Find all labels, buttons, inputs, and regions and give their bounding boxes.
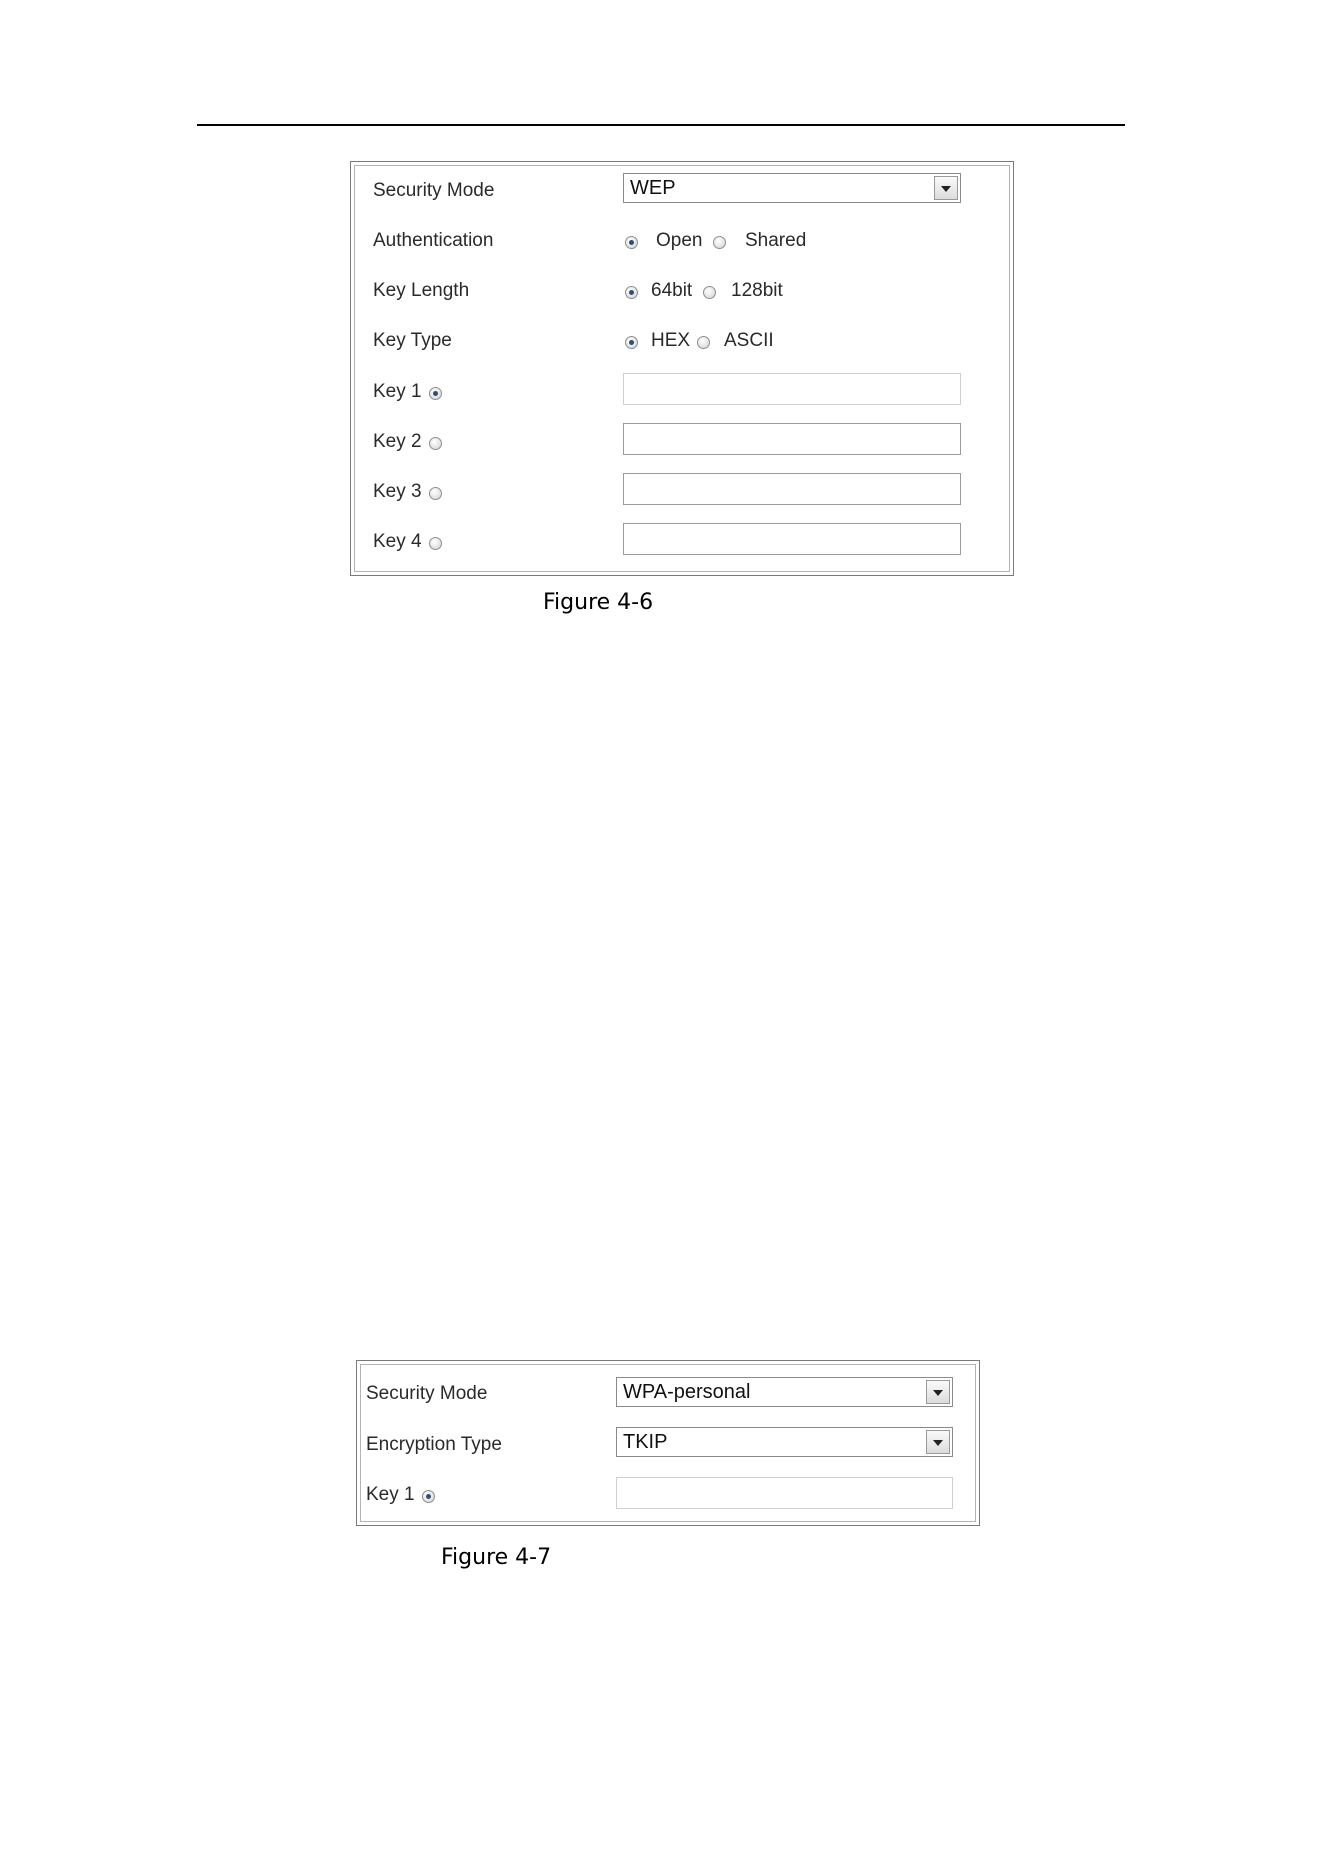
chevron-down-icon[interactable]: [926, 1430, 950, 1454]
key-3-label: Key 3: [373, 481, 422, 502]
key-1-label: Key 1: [366, 1484, 415, 1505]
wpa-settings-panel: [356, 1360, 980, 1526]
key-length-128-radio[interactable]: [703, 286, 716, 299]
figure-4-6-caption: Figure 4-6: [543, 590, 654, 615]
key-1-radio[interactable]: [422, 1490, 435, 1503]
key-type-ascii-label: ASCII: [724, 330, 774, 351]
key-type-hex-label: HEX: [651, 330, 691, 351]
security-mode-label: Security Mode: [366, 1383, 488, 1404]
encryption-type-select[interactable]: [616, 1427, 953, 1457]
auth-shared-label: Shared: [745, 230, 807, 251]
key-length-64-label: 64bit: [651, 280, 693, 301]
key-1-input[interactable]: [616, 1477, 953, 1509]
key-1-input[interactable]: [623, 373, 961, 405]
chevron-down-icon[interactable]: [934, 176, 958, 200]
security-mode-value: WEP: [630, 177, 676, 199]
wep-settings-panel: [350, 161, 1014, 576]
security-mode-select[interactable]: [623, 173, 961, 203]
key-length-label: Key Length: [373, 280, 470, 301]
authentication-label: Authentication: [373, 230, 494, 251]
chevron-down-icon[interactable]: [926, 1380, 950, 1404]
key-length-128-label: 128bit: [731, 280, 783, 301]
security-mode-label: Security Mode: [373, 180, 495, 201]
security-mode-value: WPA-personal: [623, 1381, 751, 1403]
key-4-input[interactable]: [623, 523, 961, 555]
key-4-label: Key 4: [373, 531, 422, 552]
key-1-radio[interactable]: [429, 387, 442, 400]
key-type-label: Key Type: [373, 330, 452, 351]
auth-open-radio[interactable]: [625, 236, 638, 249]
key-2-label: Key 2: [373, 431, 422, 452]
figure-4-7-caption: Figure 4-7: [441, 1545, 552, 1570]
panel-inner-border: [354, 165, 1010, 572]
key-4-radio[interactable]: [429, 537, 442, 550]
encryption-type-value: TKIP: [623, 1431, 668, 1453]
key-type-ascii-radio[interactable]: [697, 336, 710, 349]
auth-open-label: Open: [656, 230, 703, 251]
key-length-64-radio[interactable]: [625, 286, 638, 299]
security-mode-select[interactable]: [616, 1377, 953, 1407]
page-header-rule: [197, 124, 1125, 126]
key-3-input[interactable]: [623, 473, 961, 505]
key-3-radio[interactable]: [429, 487, 442, 500]
key-1-label: Key 1: [373, 381, 422, 402]
key-type-hex-radio[interactable]: [625, 336, 638, 349]
auth-shared-radio[interactable]: [713, 236, 726, 249]
key-2-radio[interactable]: [429, 437, 442, 450]
encryption-type-label: Encryption Type: [366, 1434, 502, 1455]
key-2-input[interactable]: [623, 423, 961, 455]
